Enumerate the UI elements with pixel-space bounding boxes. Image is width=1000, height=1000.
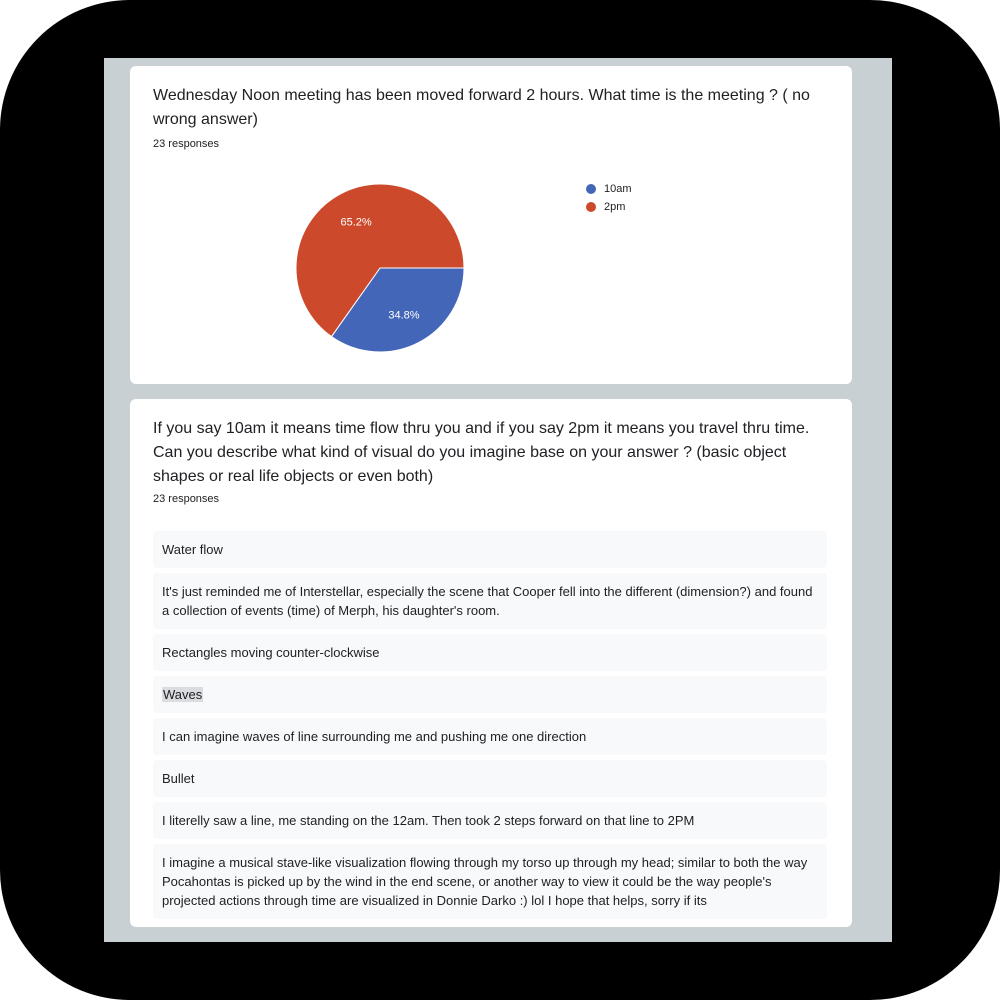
response-item (153, 573, 827, 629)
response-text: Rectangles moving counter-clockwise (162, 645, 380, 660)
legend-label-10am: 10am (604, 183, 632, 195)
legend-label-2pm: 2pm (604, 201, 626, 213)
response-item (153, 718, 827, 755)
response-text: I can imagine waves of line surrounding me and pushing me one direction (162, 729, 587, 744)
legend-item-2pm[interactable] (586, 198, 632, 216)
response-text: It's just reminded me of Interstellar, especially the scene that Cooper fell into the different (dimension?) and found a collection of events (time) of Merph, his daughter's room. (162, 584, 813, 618)
legend-swatch-10am (586, 184, 596, 194)
response-list[interactable] (153, 531, 827, 924)
pie-chart (294, 182, 466, 354)
pie-label-10am: 34.8% (388, 309, 420, 322)
chart-legend (586, 180, 632, 216)
legend-swatch-2pm (586, 202, 596, 212)
response-text: I imagine a musical stave-like visualization flowing through my torso up through my head; similar to both the way Pocahontas is picked up by the wind in the end scene, or another way to view it could be the way people's projected actions through time are visualized in Donnie Darko :) lol I hope that helps, sorry if its (162, 855, 808, 908)
response-text-highlighted: Waves (163, 687, 203, 702)
response-count: 23 responses (153, 138, 220, 150)
question-title: If you say 10am it means time flow thru you and if you say 2pm it means you travel thru time. Can you describe what kind of visual do you imagine base on your answer ? (basic object shapes or real life objects or even both) (153, 420, 810, 485)
response-item (153, 802, 827, 839)
pie-label-2pm: 65.2% (340, 216, 372, 229)
response-text: I literelly saw a line, me standing on the 12am. Then took 2 steps forward on that line to 2PM (162, 813, 695, 828)
legend-item-10am[interactable] (586, 180, 632, 198)
response-count: 23 responses (153, 493, 220, 505)
response-text: Bullet (162, 771, 195, 786)
question-card-2 (130, 399, 852, 927)
response-item (153, 760, 827, 797)
question-title: Wednesday Noon meeting has been moved forward 2 hours. What time is the meeting ? ( no wrong answer) (153, 87, 810, 128)
response-item (153, 634, 827, 671)
screen (104, 58, 892, 942)
question-card-1 (130, 66, 852, 384)
response-item (153, 531, 827, 568)
response-text: Water flow (162, 542, 223, 557)
response-item (153, 676, 827, 713)
response-item (153, 844, 827, 919)
